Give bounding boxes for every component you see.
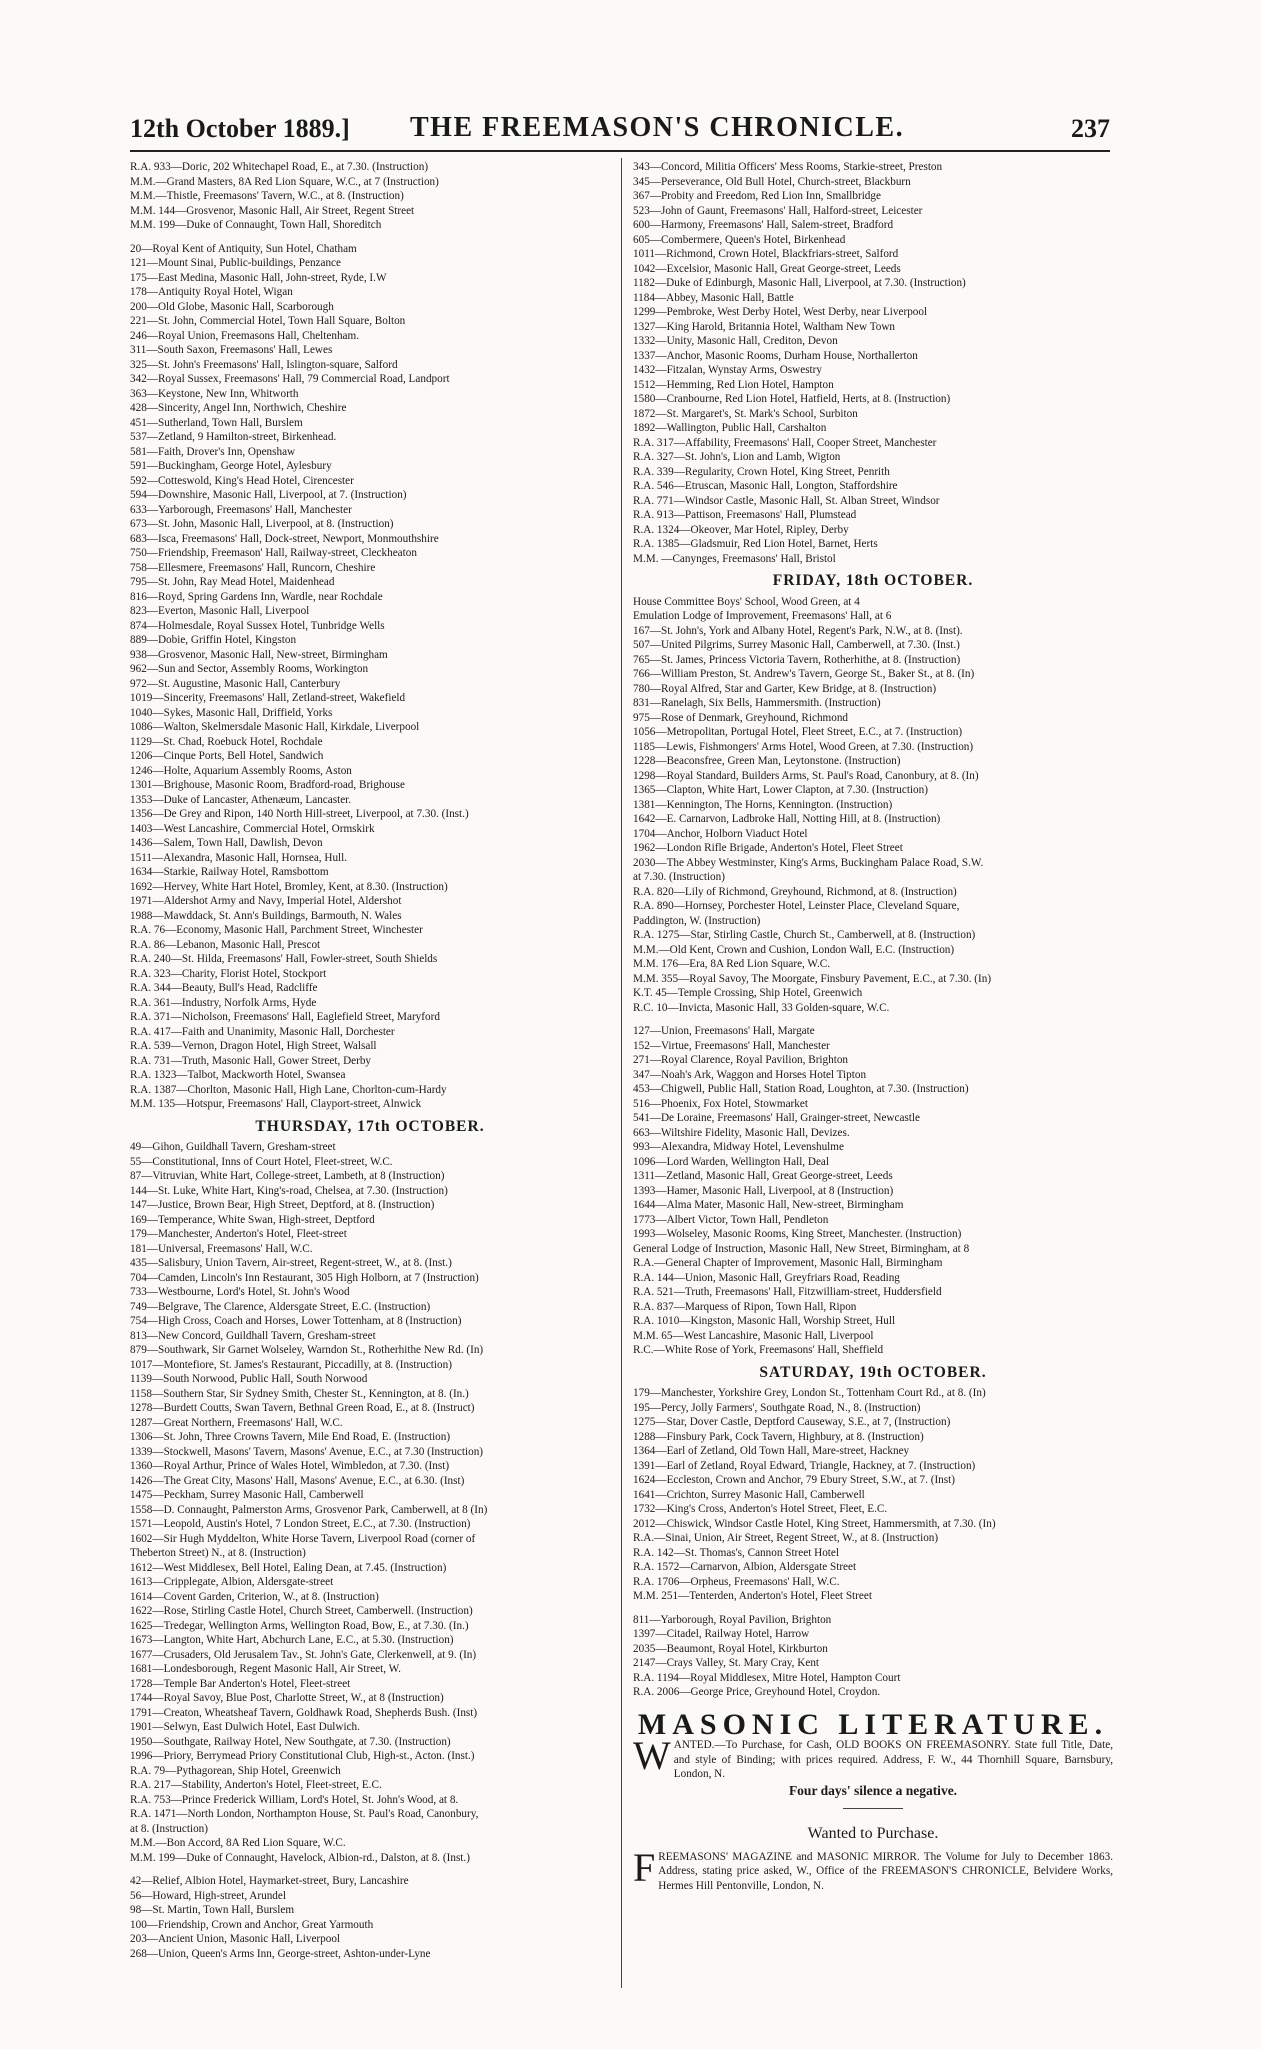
lodge-entry: M.M. 355—Royal Savoy, The Moorgate, Finsbury Pavement, E.C., at 7.30. (In): [633, 972, 992, 985]
lodge-entry: 49—Gihon, Guildhall Tavern, Gresham-street: [130, 1141, 336, 1153]
lodge-entry: R.A. 731—Truth, Masonic Hall, Gower Street, Derby: [130, 1054, 372, 1067]
lodge-entry: 179—Manchester, Anderton's Hotel, Fleet-street: [130, 1228, 347, 1240]
lodge-entry: 169—Temperance, White Swan, High-street, Deptford: [130, 1213, 375, 1226]
lodge-entry: 816—Royd, Spring Gardens Inn, Wardle, near Rochdale: [130, 590, 383, 603]
lodge-entry: 972—St. Augustine, Masonic Hall, Canterbury: [130, 677, 341, 690]
lodge-entry: 343—Concord, Militia Officers' Mess Rooms, Starkie-street, Preston: [633, 161, 943, 173]
lodge-entry: 523—John of Gaunt, Freemasons' Hall, Halford-street, Leicester: [633, 204, 923, 217]
lodge-entry: 1971—Aldershot Army and Navy, Imperial Hotel, Aldershot: [130, 895, 402, 907]
lodge-entry: 1206—Cinque Ports, Bell Hotel, Sandwich: [130, 750, 324, 762]
lodge-entry: R.A. 546—Etruscan, Masonic Hall, Longton, Staffordshire: [633, 480, 898, 492]
list-gap: [633, 1015, 1113, 1024]
lodge-entry: 1228—Beaconsfree, Green Man, Leytonstone. (Instruction): [633, 755, 901, 767]
lodge-entry: R.A. 76—Economy, Masonic Hall, Parchment Street, Winchester: [130, 924, 423, 936]
wanted-title: Wanted to Purchase.: [807, 1825, 939, 1842]
lodge-entry: 1337—Anchor, Masonic Rooms, Durham House, Northallerton: [633, 349, 918, 362]
lodge-entry: 516—Phoenix, Fox Hotel, Stowmarket: [633, 1097, 808, 1110]
lodge-entry: 1624—Eccleston, Crown and Anchor, 79 Ebury Street, S.W., at 7. (Inst): [633, 1474, 955, 1486]
lodge-entry: 780—Royal Alfred, Star and Garter, Kew Bridge, at 8. (Instruction): [633, 682, 937, 695]
lodge-entry: 1011—Richmond, Crown Hotel, Blackfriars-street, Salford: [633, 248, 899, 260]
lodge-entry: 175—East Medina, Masonic Hall, John-street, Ryde, I.W: [130, 271, 387, 284]
lodge-entry: R.A. 361—Industry, Norfolk Arms, Hyde: [130, 996, 317, 1009]
lodge-entry: 1301—Brighouse, Masonic Room, Bradford-road, Brighouse: [130, 779, 405, 791]
lodge-entry: 507—United Pilgrims, Surrey Masonic Hall, Camberwell, at 7.30. (Inst.): [633, 639, 960, 651]
lodge-entry: 1184—Abbey, Masonic Hall, Battle: [633, 291, 794, 304]
lodge-entry: 1512—Hemming, Red Lion Hotel, Hampton: [633, 378, 834, 391]
lodge-entry: 1056—Metropolitan, Portugal Hotel, Fleet Street, E.C., at 7. (Instruction): [633, 726, 963, 738]
lodge-entry: R.A. 339—Regularity, Crown Hotel, King Street, Penrith: [633, 465, 890, 478]
lodge-entry: 811—Yarborough, Royal Pavilion, Brighton: [633, 1613, 832, 1626]
lodge-entry: 20—Royal Kent of Antiquity, Sun Hotel, Chatham: [130, 242, 357, 255]
lodge-entry: 1993—Wolseley, Masonic Rooms, King Street, Manchester. (Instruction): [633, 1228, 962, 1240]
lodge-entry: 1950—Southgate, Railway Hotel, New Southgate, at 7.30. (Instruction): [130, 1735, 451, 1748]
lodge-entry: M.M.—Grand Masters, 8A Red Lion Square, W.C., at 7 (Instruction): [130, 175, 439, 188]
lodge-entry: 1773—Albert Victor, Town Hall, Pendleton: [633, 1213, 829, 1226]
lodge-entry: 167—St. John's, York and Albany Hotel, Regent's Park, N.W., at 8. (Inst).: [633, 624, 963, 637]
lodge-entry: 1872—St. Margaret's, St. Mark's School, Surbiton: [633, 407, 858, 420]
page-number: 237: [1071, 114, 1110, 143]
lodge-entry: R.A. 327—St. John's, Lion and Lamb, Wigton: [633, 451, 841, 463]
lodge-entry: 1381—Kennington, The Horns, Kennington. (Instruction): [633, 798, 893, 811]
lodge-entry: 1641—Crichton, Surrey Masonic Hall, Camberwell: [633, 1488, 865, 1501]
friday-heading: FRIDAY, 18th OCTOBER.: [772, 572, 974, 589]
lodge-entry: R.A. 1010—Kingston, Masonic Hall, Worship Street, Hull: [633, 1315, 896, 1327]
lodge-entry: 1360—Royal Arthur, Prince of Wales Hotel, Wimbledon, at 7.30. (Inst): [130, 1460, 450, 1472]
lodge-entry: R.A. 521—Truth, Freemasons' Hall, Fitzwilliam-street, Huddersfield: [633, 1286, 942, 1298]
advert-notice: Four days' silence a negative.: [788, 1782, 958, 1798]
lodge-entry: R.A. 1385—Gladsmuir, Red Lion Hotel, Barnet, Herts: [633, 538, 878, 550]
advert-text: ANTED.—To Purchase, for Cash, OLD BOOKS ON FREEMASONRY. State full Title, Date, and style of Binding; with prices required. Address, F. W., 44 Thornhill Square, Barnsbury, London, N.: [673, 1739, 1113, 1780]
lodge-entry: R.A. 2006—George Price, Greyhound Hotel, Croydon.: [633, 1686, 881, 1698]
lodge-entry: 1642—E. Carnarvon, Ladbroke Hall, Notting Hill, at 8. (Instruction): [633, 813, 941, 825]
lodge-entry: 1732—King's Cross, Anderton's Hotel Street, Fleet, E.C.: [633, 1503, 888, 1515]
lodge-entry: R.A. 344—Beauty, Bull's Head, Radcliffe: [130, 982, 318, 994]
lodge-entry: M.M. 176—Era, 8A Red Lion Square, W.C.: [633, 958, 831, 970]
lodge-entry: 749—Belgrave, The Clarence, Aldersgate Street, E.C. (Instruction): [130, 1300, 431, 1313]
advert-text: REEMASONS' MAGAZINE and MASONIC MIRROR. The Volume for July to December 1863. Address, stating price asked, W., Office of the FREEMASON'S CHRONICLE, Belvidere Works, Hermes Hill Pentonville, London, N.: [658, 1850, 1113, 1892]
lodge-entry: 831—Ranelagh, Six Bells, Hammersmith. (Instruction): [633, 697, 881, 709]
lodge-entry: 311—South Saxon, Freemasons' Hall, Lewes: [130, 344, 333, 356]
lodge-entry: R.C. 10—Invicta, Masonic Hall, 33 Golden-square, W.C.: [633, 1001, 890, 1014]
lodge-entry: 1096—Lord Warden, Wellington Hall, Deal: [633, 1155, 830, 1168]
lodge-entry: R.A. 317—Affability, Freemasons' Hall, Cooper Street, Manchester: [633, 436, 937, 449]
lodge-entry: R.A.—Sinai, Union, Air Street, Regent Street, W., at 8. (Instruction): [633, 1532, 939, 1544]
thursday-heading: THURSDAY, 17th OCTOBER.: [255, 1117, 485, 1135]
saturday-heading: SATURDAY, 19th OCTOBER.: [759, 1363, 987, 1381]
lodge-entry: 1613—Cripplegate, Albion, Aldersgate-street: [130, 1576, 334, 1588]
lodge-entry: R.A.—General Chapter of Improvement, Masonic Hall, Birmingham: [633, 1257, 943, 1269]
lodge-entry: 87—Vitruvian, White Hart, College-street, Lambeth, at 8 (Instruction): [130, 1170, 445, 1182]
thursday-provincial-list: [633, 160, 1113, 566]
lodge-entry: 1681—Londesborough, Regent Masonic Hall, Air Street, W.: [130, 1663, 401, 1675]
lodge-entry: 766—William Preston, St. Andrew's Tavern, George St., Baker St., at 8. (In): [633, 668, 975, 680]
lodge-entry: 1278—Burdett Coutts, Swan Tavern, Bethnal Green Road, E., at 8. (Instruct): [130, 1402, 475, 1414]
lodge-entry: 1892—Wallington, Public Hall, Carshalton: [633, 422, 827, 434]
lodge-entry: 1558—D. Connaught, Palmerston Arms, Grosvenor Park, Camberwell, at 8 (In): [130, 1503, 488, 1516]
lodge-entry: 1728—Temple Bar Anderton's Hotel, Fleet-street: [130, 1677, 351, 1690]
lodge-entry: 1391—Earl of Zetland, Royal Edward, Triangle, Hackney, at 7. (Instruction): [633, 1459, 976, 1472]
lodge-entry: 1692—Hervey, White Hart Hotel, Bromley, Kent, at 8.30. (Instruction): [130, 880, 448, 893]
lodge-entry: R.A. 820—Lily of Richmond, Greyhound, Richmond, at 8. (Instruction): [633, 885, 957, 898]
lodge-entry: M.M. 65—West Lancashire, Masonic Hall, Liverpool: [633, 1329, 874, 1342]
lodge-entry: 195—Percy, Jolly Farmers', Southgate Road, N., 8. (Instruction): [633, 1401, 921, 1414]
lodge-entry: 975—Rose of Denmark, Greyhound, Richmond: [633, 711, 849, 724]
lodge-entry: M.M.—Old Kent, Crown and Cushion, London Wall, E.C. (Instruction): [633, 943, 955, 956]
lodge-entry: 1962—London Rifle Brigade, Anderton's Hotel, Fleet Street: [633, 842, 903, 854]
lodge-entry: R.C.—White Rose of York, Freemasons' Hall, Sheffield: [633, 1344, 884, 1356]
lodge-entry: at 8. (Instruction): [130, 1822, 208, 1835]
lodge-entry: 704—Camden, Lincoln's Inn Restaurant, 305 High Holborn, at 7 (Instruction): [130, 1271, 479, 1284]
lodge-entry: K.T. 45—Temple Crossing, Ship Hotel, Greenwich: [633, 987, 863, 999]
lodge-entry: 347—Noah's Ark, Waggon and Horses Hotel Tipton: [633, 1068, 867, 1081]
lodge-entry: 605—Combermere, Queen's Hotel, Birkenhead: [633, 233, 846, 246]
lodge-entry: 1988—Mawddack, St. Ann's Buildings, Barmouth, N. Wales: [130, 909, 402, 922]
lodge-entry: M.M. 199—Duke of Connaught, Town Hall, Shoreditch: [130, 219, 382, 231]
lodge-entry: 1602—Sir Hugh Myddelton, White Horse Tavern, Liverpool Road (corner of: [130, 1532, 476, 1545]
lodge-entry: M.M.—Bon Accord, 8A Red Lion Square, W.C.: [130, 1837, 346, 1849]
lodge-entry: 1393—Hamer, Masonic Hall, Liverpool, at 8 (Instruction): [633, 1184, 894, 1197]
lodge-entry: 1040—Sykes, Masonic Hall, Driffield, Yorks: [130, 706, 333, 719]
dropcap: W: [633, 1733, 671, 1778]
lodge-entry: 1426—The Great City, Masons' Hall, Masons' Avenue, E.C., at 6.30. (Inst): [130, 1474, 465, 1487]
lodge-entry: R.A. 753—Prince Frederick William, Lord's Hotel, St. John's Wood, at 8.: [130, 1793, 459, 1806]
lodge-entry: 1306—St. John, Three Crowns Tavern, Mile End Road, E. (Instruction): [130, 1431, 451, 1443]
lodge-entry: R.A. 144—Union, Masonic Hall, Greyfriars Road, Reading: [633, 1271, 900, 1284]
lodge-entry: 683—Isca, Freemasons' Hall, Dock-street, Newport, Monmouthshire: [130, 532, 439, 545]
lodge-entry: 1017—Montefiore, St. James's Restaurant, Piccadilly, at 8. (Instruction): [130, 1358, 452, 1371]
lodge-entry: 367—Probity and Freedom, Red Lion Inn, Smallbridge: [633, 190, 881, 202]
lodge-entry: at 7.30. (Instruction): [633, 871, 725, 883]
lodge-entry: 541—De Loraine, Freemasons' Hall, Grainger-street, Newcastle: [633, 1112, 920, 1124]
friday-list: [633, 595, 1113, 1358]
lodge-entry: 750—Friendship, Freemason' Hall, Railway-street, Cleckheaton: [130, 547, 417, 559]
lodge-entry: 962—Sun and Sector, Assembly Rooms, Workington: [130, 663, 369, 675]
lodge-entry: 1311—Zetland, Masonic Hall, Great George-street, Leeds: [633, 1170, 893, 1182]
lodge-entry: 1364—Earl of Zetland, Old Town Hall, Mare-street, Hackney: [633, 1445, 910, 1457]
lodge-entry: 1612—West Middlesex, Bell Hotel, Ealing Dean, at 7.45. (Instruction): [130, 1561, 447, 1574]
lodge-entry: 1432—Fitzalan, Wynstay Arms, Oswestry: [633, 364, 822, 376]
lodge-entry: 2147—Crays Valley, St. Mary Cray, Kent: [633, 1657, 820, 1669]
lodge-entry: R.A. 86—Lebanon, Masonic Hall, Prescot: [130, 938, 321, 951]
lodge-entry: 1139—South Norwood, Public Hall, South Norwood: [130, 1373, 368, 1385]
lodge-entry: 889—Dobie, Griffin Hotel, Kingston: [130, 634, 297, 646]
lodge-entry: R.A. 539—Vernon, Dragon Hotel, High Street, Walsall: [130, 1040, 377, 1052]
lodge-entry: 1287—Great Northern, Freemasons' Hall, W.C.: [130, 1416, 343, 1429]
lodge-entry: 1182—Duke of Edinburgh, Masonic Hall, Liverpool, at 7.30. (Instruction): [633, 277, 966, 289]
lodge-entry: Theberton Street) N., at 8. (Instruction): [130, 1547, 306, 1559]
lodge-entry: 1288—Finsbury Park, Cock Tavern, Highbury, at 8. (Instruction): [633, 1430, 924, 1443]
lodge-entry: 733—Westbourne, Lord's Hotel, St. John's Wood: [130, 1286, 350, 1298]
lodge-entry: 56—Howard, High-street, Arundel: [130, 1889, 286, 1902]
lodge-entry: 1353—Duke of Lancaster, Athenæum, Lancaster.: [130, 793, 352, 806]
lodge-entry: 1397—Citadel, Railway Hotel, Harrow: [633, 1628, 810, 1640]
wednesday-continued-list: [130, 160, 610, 1112]
lodge-entry: 144—St. Luke, White Hart, King's-road, Chelsea, at 7.30. (Instruction): [130, 1184, 448, 1197]
lodge-entry: M.M. 144—Grosvenor, Masonic Hall, Air Street, Regent Street: [130, 204, 415, 217]
lodge-entry: 100—Friendship, Crown and Anchor, Great Yarmouth: [130, 1918, 374, 1931]
masonic-literature-title: MASONIC LITERATURE.: [637, 1707, 1109, 1741]
lodge-entry: 592—Cotteswold, King's Head Hotel, Cirencester: [130, 474, 354, 487]
issue-date: 12th October 1889.]: [130, 114, 350, 143]
lodge-entry: R.A. 217—Stability, Anderton's Hotel, Fleet-street, E.C.: [130, 1779, 382, 1791]
lodge-entry: 203—Ancient Union, Masonic Hall, Liverpool: [130, 1933, 341, 1945]
right-column: [633, 160, 1113, 1893]
lodge-entry: 1622—Rose, Stirling Castle Hotel, Church Street, Camberwell. (Instruction): [130, 1605, 473, 1617]
lodge-entry: 2030—The Abbey Westminster, King's Arms, Buckingham Palace Road, S.W.: [633, 856, 984, 869]
lodge-entry: 1339—Stockwell, Masons' Tavern, Masons' Avenue, E.C., at 7.30 (Instruction): [130, 1445, 484, 1458]
lodge-entry: 1042—Excelsior, Masonic Hall, Great George-street, Leeds: [633, 262, 901, 275]
lodge-entry: 1614—Covent Garden, Criterion, W., at 8. (Instruction): [130, 1590, 379, 1603]
lodge-entry: 1332—Unity, Masonic Hall, Crediton, Devon: [633, 335, 838, 347]
lodge-entry: 1403—West Lancashire, Commercial Hotel, Ormskirk: [130, 822, 375, 835]
lodge-entry: 342—Royal Sussex, Freemasons' Hall, 79 Commercial Road, Landport: [130, 373, 450, 385]
column-divider: [621, 158, 622, 1988]
lodge-entry: R.A. 837—Marquess of Ripon, Town Hall, Ripon: [633, 1300, 857, 1313]
lodge-entry: 591—Buckingham, George Hotel, Aylesbury: [130, 460, 332, 472]
separator-rule: [843, 1808, 903, 1809]
lodge-entry: 55—Constitutional, Inns of Court Hotel, Fleet-street, W.C.: [130, 1155, 393, 1168]
lodge-entry: R.A. 1387—Chorlton, Masonic Hall, High Lane, Chorlton-cum-Hardy: [130, 1083, 447, 1096]
lodge-entry: 874—Holmesdale, Royal Sussex Hotel, Tunbridge Wells: [130, 619, 385, 632]
lodge-entry: 1625—Tredegar, Wellington Arms, Wellington Road, Bow, E., at 7.30. (In.): [130, 1619, 469, 1632]
list-gap: [130, 1865, 610, 1874]
dropcap: F: [633, 1844, 656, 1890]
lodge-entry: 127—Union, Freemasons' Hall, Margate: [633, 1025, 815, 1037]
lodge-entry: 813—New Concord, Guildhall Tavern, Gresham-street: [130, 1329, 376, 1342]
lodge-entry: 1356—De Grey and Ripon, 140 North Hill-street, Liverpool, at 7.30. (Inst.): [130, 808, 469, 820]
lodge-entry: R.A. 1324—Okeover, Mar Hotel, Ripley, Derby: [633, 523, 849, 536]
lodge-entry: 537—Zetland, 9 Hamilton-street, Birkenhead.: [130, 431, 337, 443]
lodge-entry: 1511—Alexandra, Masonic Hall, Hornsea, Hull.: [130, 851, 348, 864]
lodge-entry: R.A. 1706—Orpheus, Freemasons' Hall, W.C.: [633, 1575, 840, 1588]
lodge-entry: 581—Faith, Drover's Inn, Openshaw: [130, 445, 296, 458]
lodge-entry: 246—Royal Union, Freemasons Hall, Cheltenham.: [130, 329, 359, 342]
lodge-entry: 993—Alexandra, Midway Hotel, Levenshulme: [633, 1141, 844, 1153]
lodge-entry: R.A. 1572—Carnarvon, Albion, Aldersgate Street: [633, 1561, 857, 1573]
lodge-entry: 1086—Walton, Skelmersdale Masonic Hall, Kirkdale, Liverpool: [130, 721, 420, 733]
lodge-entry: 1704—Anchor, Holborn Viaduct Hotel: [633, 827, 808, 840]
lodge-entry: 1791—Creaton, Wheatsheaf Tavern, Goldhawk Road, Shepherds Bush. (Inst): [130, 1706, 478, 1719]
lodge-entry: 879—Southwark, Sir Garnet Wolseley, Warndon St., Rotherhithe New Rd. (In): [130, 1344, 484, 1356]
lodge-entry: R.A. 1194—Royal Middlesex, Mitre Hotel, Hampton Court: [633, 1671, 901, 1684]
lodge-entry: 758—Ellesmere, Freemasons' Hall, Runcorn, Cheshire: [130, 561, 376, 574]
lodge-entry: House Committee Boys' School, Wood Green, at 4: [633, 595, 860, 608]
lodge-entry: 1644—Alma Mater, Masonic Hall, New-street, Birmingham: [633, 1199, 904, 1211]
lodge-entry: 1019—Sincerity, Freemasons' Hall, Zetland-street, Wakefield: [130, 692, 406, 704]
lodge-entry: 633—Yarborough, Freemasons' Hall, Manchester: [130, 503, 352, 516]
lodge-entry: 221—St. John, Commercial Hotel, Town Hall Square, Bolton: [130, 315, 406, 327]
lodge-entry: 345—Perseverance, Old Bull Hotel, Church-street, Blackburn: [633, 175, 911, 188]
lodge-entry: 795—St. John, Ray Mead Hotel, Maidenhead: [130, 576, 335, 588]
lodge-entry: R.A. 79—Pythagorean, Ship Hotel, Greenwich: [130, 1764, 341, 1777]
lodge-entry: R.A. 1275—Star, Stirling Castle, Church St., Camberwell, at 8. (Instruction): [633, 929, 976, 941]
lodge-entry: R.A. 913—Pattison, Freemasons' Hall, Plumstead: [633, 509, 857, 521]
lodge-entry: 200—Old Globe, Masonic Hall, Scarborough: [130, 300, 334, 313]
publication-title: THE FREEMASON'S CHRONICLE.: [410, 112, 905, 143]
lodge-entry: 600—Harmony, Freemasons' Hall, Salem-street, Bradford: [633, 219, 894, 231]
lodge-entry: 1673—Langton, White Hart, Abchurch Lane, E.C., at 5.30. (Instruction): [130, 1634, 454, 1646]
lodge-entry: R.A. 1471—North London, Northampton House, St. Paul's Road, Canonbury,: [130, 1808, 479, 1820]
lodge-entry: 594—Downshire, Masonic Hall, Liverpool, at 7. (Instruction): [130, 489, 407, 501]
lodge-entry: 98—St. Martin, Town Hall, Burslem: [130, 1904, 295, 1916]
lodge-entry: 42—Relief, Albion Hotel, Haymarket-street, Bury, Lancashire: [130, 1875, 409, 1887]
lodge-entry: 2012—Chiswick, Windsor Castle Hotel, King Street, Hammersmith, at 7.30. (In): [633, 1517, 996, 1530]
lodge-entry: 451—Sutherland, Town Hall, Burslem: [130, 416, 303, 429]
lodge-entry: General Lodge of Instruction, Masonic Hall, New Street, Birmingham, at 8: [633, 1242, 970, 1255]
left-column: [130, 160, 610, 1961]
lodge-entry: 1901—Selwyn, East Dulwich Hotel, East Dulwich.: [130, 1721, 360, 1733]
lodge-entry: 121—Mount Sinai, Public-buildings, Penzance: [130, 257, 341, 269]
lodge-entry: Paddington, W. (Instruction): [633, 914, 761, 927]
lodge-entry: R.A. 1323—Talbot, Mackworth Hotel, Swansea: [130, 1069, 346, 1081]
lodge-entry: 1365—Clapton, White Hart, Lower Clapton, at 7.30. (Instruction): [633, 784, 928, 796]
lodge-entry: 823—Everton, Masonic Hall, Liverpool: [130, 605, 310, 617]
lodge-entry: M.M. —Canynges, Freemasons' Hall, Bristol: [633, 552, 836, 565]
lodge-entry: 271—Royal Clarence, Royal Pavilion, Brighton: [633, 1054, 849, 1066]
lodge-entry: M.M. 251—Tenterden, Anderton's Hotel, Fleet Street: [633, 1590, 872, 1602]
lodge-entry: 1996—Priory, Berrymead Priory Constitutional Club, High-st., Acton. (Inst.): [130, 1750, 475, 1762]
lodge-entry: 1185—Lewis, Fishmongers' Arms Hotel, Wood Green, at 7.30. (Instruction): [633, 740, 974, 753]
lodge-entry: 1580—Cranbourne, Red Lion Hotel, Hatfield, Herts, at 8. (Instruction): [633, 393, 951, 405]
lodge-entry: 363—Keystone, New Inn, Whitworth: [130, 387, 299, 400]
lodge-entry: 1475—Peckham, Surrey Masonic Hall, Camberwell: [130, 1489, 364, 1501]
wanted-advert: [633, 1844, 1113, 1894]
lodge-entry: 754—High Cross, Coach and Horses, Lower Tottenham, at 8 (Instruction): [130, 1315, 462, 1327]
lodge-entry: 435—Salisbury, Union Tavern, Air-street, Regent-street, W., at 8. (Inst.): [130, 1257, 452, 1269]
lodge-entry: 179—Manchester, Yorkshire Grey, London St., Tottenham Court Rd., at 8. (In): [633, 1387, 986, 1399]
lodge-entry: 325—St. John's Freemasons' Hall, Islington-square, Salford: [130, 358, 398, 371]
page-header: [130, 110, 1110, 152]
lodge-entry: 453—Chigwell, Public Hall, Station Road, Loughton, at 7.30. (Instruction): [633, 1083, 969, 1095]
lodge-entry: 268—Union, Queen's Arms Inn, George-street, Ashton-under-Lyne: [130, 1947, 431, 1960]
lodge-entry: M.M.—Thistle, Freemasons' Tavern, W.C., at 8. (Instruction): [130, 190, 404, 202]
lodge-entry: 2035—Beaumont, Royal Hotel, Kirkburton: [633, 1642, 828, 1655]
lodge-entry: 147—Justice, Brown Bear, High Street, Deptford, at 8. (Instruction): [130, 1199, 435, 1211]
list-gap: [130, 233, 610, 242]
lodge-entry: R.A. 417—Faith and Unanimity, Masonic Hall, Dorchester: [130, 1025, 395, 1038]
lodge-entry: 428—Sincerity, Angel Inn, Northwich, Cheshire: [130, 402, 347, 414]
lodge-entry: R.A. 323—Charity, Florist Hotel, Stockport: [130, 967, 327, 980]
lodge-entry: M.M. 135—Hotspur, Freemasons' Hall, Clayport-street, Alnwick: [130, 1098, 422, 1110]
lodge-entry: 178—Antiquity Royal Hotel, Wigan: [130, 286, 293, 298]
lodge-entry: 1275—Star, Dover Castle, Deptford Causeway, S.E., at 7, (Instruction): [633, 1416, 951, 1428]
lodge-entry: 1158—Southern Star, Sir Sydney Smith, Chester St., Kennington, at 8. (In.): [130, 1387, 469, 1400]
lodge-entry: 1327—King Harold, Britannia Hotel, Waltham New Town: [633, 320, 896, 333]
lodge-entry: 1571—Leopold, Austin's Hotel, 7 London Street, E.C., at 7.30. (Instruction): [130, 1518, 471, 1530]
lodge-entry: R.A. 933—Doric, 202 Whitechapel Road, E., at 7.30. (Instruction): [130, 161, 429, 173]
lodge-entry: R.A. 240—St. Hilda, Freemasons' Hall, Fowler-street, South Shields: [130, 953, 438, 965]
lodge-entry: 1299—Pembroke, West Derby Hotel, West Derby, near Liverpool: [633, 306, 928, 318]
masonic-literature-advert: [633, 1733, 1113, 1782]
lodge-entry: R.A. 890—Hornsey, Porchester Hotel, Leinster Place, Cleveland Square,: [633, 900, 960, 912]
lodge-entry: 663—Wiltshire Fidelity, Masonic Hall, Devizes.: [633, 1126, 850, 1139]
lodge-entry: 1246—Holte, Aquarium Assembly Rooms, Aston: [130, 764, 352, 777]
lodge-entry: 765—St. James, Princess Victoria Tavern, Rotherhithe, at 8. (Instruction): [633, 653, 961, 666]
lodge-entry: 152—Virtue, Freemasons' Hall, Manchester: [633, 1039, 830, 1052]
lodge-entry: 1436—Salem, Town Hall, Dawlish, Devon: [130, 837, 323, 849]
lodge-entry: 1129—St. Chad, Roebuck Hotel, Rochdale: [130, 735, 323, 748]
lodge-entry: 1298—Royal Standard, Builders Arms, St. Paul's Road, Canonbury, at 8. (In): [633, 769, 979, 782]
lodge-entry: R.A. 142—St. Thomas's, Cannon Street Hotel: [633, 1546, 839, 1559]
lodge-entry: R.A. 771—Windsor Castle, Masonic Hall, St. Alban Street, Windsor: [633, 494, 940, 507]
saturday-list: [633, 1386, 1113, 1700]
lodge-entry: 1634—Starkie, Railway Hotel, Ramsbottom: [130, 866, 329, 878]
lodge-entry: 1744—Royal Savoy, Blue Post, Charlotte Street, W., at 8 (Instruction): [130, 1692, 444, 1704]
lodge-entry: M.M. 199—Duke of Connaught, Havelock, Albion-rd., Dalston, at 8. (Inst.): [130, 1851, 470, 1864]
lodge-entry: 181—Universal, Freemasons' Hall, W.C.: [130, 1242, 313, 1255]
lodge-entry: 673—St. John, Masonic Hall, Liverpool, at 8. (Instruction): [130, 518, 394, 530]
list-gap: [633, 1604, 1113, 1613]
lodge-entry: R.A. 371—Nicholson, Freemasons' Hall, Eaglefield Street, Maryford: [130, 1011, 440, 1023]
lodge-entry: 1677—Crusaders, Old Jerusalem Tav., St. John's Gate, Clerkenwell, at 9. (In): [130, 1648, 477, 1661]
lodge-entry: Emulation Lodge of Improvement, Freemasons' Hall, at 6: [633, 610, 892, 622]
thursday-list: [130, 1140, 610, 1961]
lodge-entry: 938—Grosvenor, Masonic Hall, New-street, Birmingham: [130, 648, 388, 661]
